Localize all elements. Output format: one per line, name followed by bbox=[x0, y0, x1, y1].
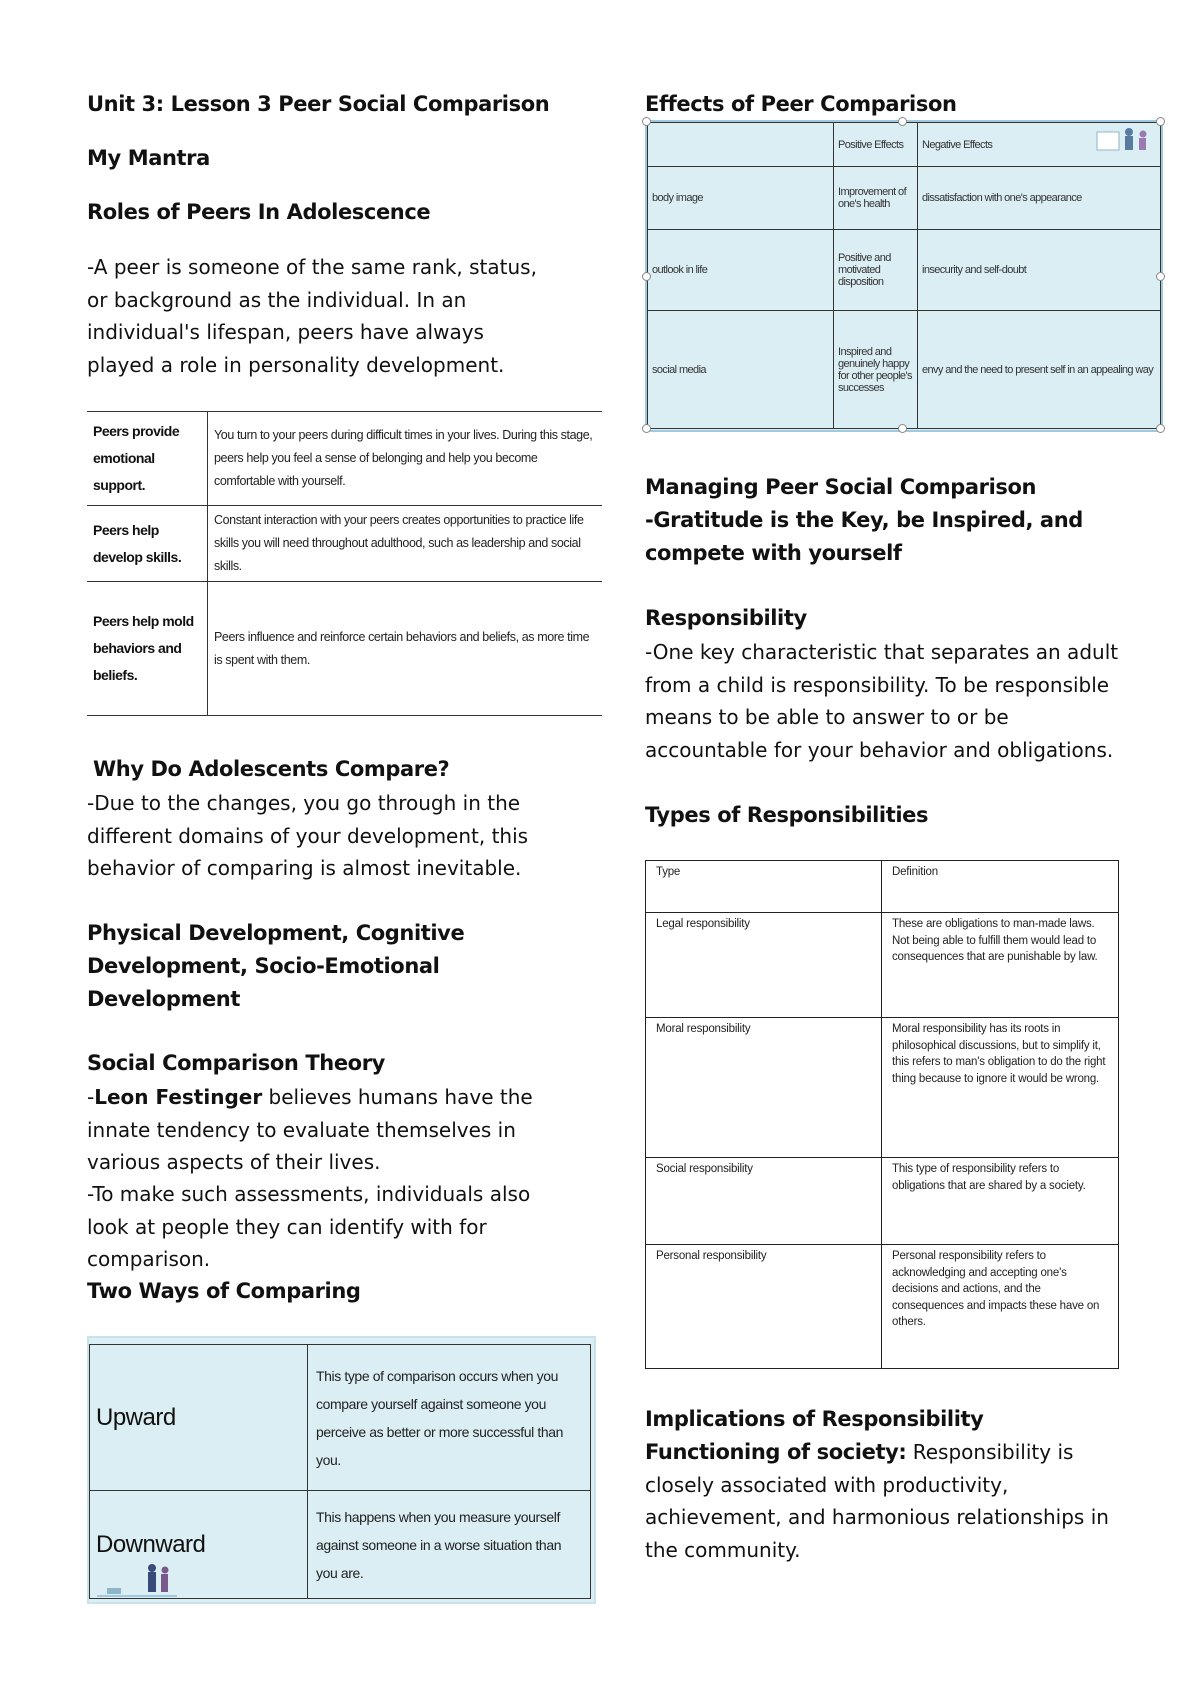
resize-handle[interactable] bbox=[898, 117, 907, 126]
effects-cell: Inspired and genuinely happy for other people's successes bbox=[834, 311, 918, 429]
table-row bbox=[646, 1245, 1119, 1369]
theory-text-1: believes humans have the innate tendency to evaluate themselves in various aspects of their lives. bbox=[87, 1085, 533, 1174]
effects-heading: Effects of Peer Comparison bbox=[645, 92, 957, 116]
two-ways-heading: Two Ways of Comparing bbox=[87, 1279, 361, 1303]
functioning-label: Functioning of society: bbox=[645, 1440, 907, 1464]
roles-label: Peers provide emotional support. bbox=[87, 412, 208, 506]
table-row bbox=[87, 412, 602, 506]
roles-heading: Roles of Peers In Adolescence bbox=[87, 200, 431, 224]
effects-table-image bbox=[645, 120, 1163, 432]
lesson-title: Unit 3: Lesson 3 Peer Social Comparison bbox=[87, 92, 550, 116]
roles-table bbox=[87, 411, 602, 716]
theory-prefix: - bbox=[87, 1085, 95, 1109]
table-row bbox=[646, 861, 1119, 913]
why-heading: Why Do Adolescents Compare? bbox=[93, 757, 450, 781]
why-text: -Due to the changes, you go through in the different domains of your development, this behavior of comparing is almost inevitable. bbox=[87, 791, 529, 880]
roles-text: You turn to your peers during difficult times in your lives. During this stage, peers help you feel a sense of belonging and help you become comfortable with yourself. bbox=[208, 412, 603, 506]
resp-definition-cell: This type of responsibility refers to obligations that are shared by a society. bbox=[882, 1158, 1119, 1245]
effects-header-cell: Positive Effects bbox=[834, 123, 918, 167]
resp-definition-cell: Moral responsibility has its roots in philosophical discussions, but to simplify it, this refers to man's obligation to do the right thing because to ignore it would be wrong. bbox=[882, 1018, 1119, 1158]
resize-handle[interactable] bbox=[642, 117, 651, 126]
effects-header-cell: Negative Effects bbox=[918, 123, 1161, 167]
people-illustration-icon bbox=[97, 1562, 177, 1600]
compare-text: This happens when you measure yourself against someone in a worse situation than you are. bbox=[308, 1491, 591, 1599]
functioning-text bbox=[645, 1436, 1130, 1566]
peer-definition: -A peer is someone of the same rank, status, or background as the individual. In an individual's lifespan, peers have always played a role in personality development. bbox=[87, 255, 537, 377]
resp-type-cell: Social responsibility bbox=[646, 1158, 882, 1245]
comparing-table bbox=[89, 1344, 591, 1599]
implications-heading: Implications of Responsibility bbox=[645, 1407, 984, 1431]
managing-heading: Managing Peer Social Comparison bbox=[645, 475, 1037, 499]
types-heading: Types of Responsibilities bbox=[645, 803, 929, 827]
table-row bbox=[646, 913, 1119, 1018]
effects-header-cell bbox=[648, 123, 834, 167]
effects-cell: social media bbox=[648, 311, 834, 429]
roles-text: Constant interaction with your peers creates opportunities to practice life skills you will need throughout adulthood, such as leadership and social skills. bbox=[208, 506, 603, 582]
table-row bbox=[646, 1018, 1119, 1158]
resp-definition-cell: Personal responsibility refers to acknowledging and accepting one's decisions and actions, and the consequences and impacts these have on others. bbox=[882, 1245, 1119, 1369]
compare-label: Downward bbox=[90, 1491, 308, 1599]
resize-handle[interactable] bbox=[1156, 424, 1165, 433]
resize-handle[interactable] bbox=[642, 272, 651, 281]
table-row bbox=[648, 230, 1161, 311]
table-row bbox=[648, 167, 1161, 230]
resp-header-cell: Type bbox=[646, 861, 882, 913]
theory-heading: Social Comparison Theory bbox=[87, 1051, 385, 1075]
mantra-heading: My Mantra bbox=[87, 146, 210, 170]
resp-header-cell: Definition bbox=[882, 861, 1119, 913]
resize-handle[interactable] bbox=[642, 424, 651, 433]
table-row bbox=[90, 1345, 591, 1491]
table-row bbox=[87, 582, 602, 716]
effects-cell: Positive and motivated disposition bbox=[834, 230, 918, 311]
effects-cell: Improvement of one's health bbox=[834, 167, 918, 230]
effects-cell: body image bbox=[648, 167, 834, 230]
functioning-body: Responsibility is closely associated with productivity, achievement, and harmonious relationships in the community. bbox=[645, 1440, 1109, 1562]
resp-type-cell: Personal responsibility bbox=[646, 1245, 882, 1369]
domains-text: Physical Development, Cognitive Development, Socio-Emotional Development bbox=[87, 921, 465, 1011]
resp-definition-cell: These are obligations to man-made laws. Not being able to fulfill them would lead to consequences that are punishable by law. bbox=[882, 913, 1119, 1018]
theory-text-2: -To make such assessments, individuals also look at people they can identify with for comparison. bbox=[87, 1182, 531, 1271]
resize-handle[interactable] bbox=[1156, 117, 1165, 126]
people-illustration-icon bbox=[1095, 124, 1155, 156]
table-row bbox=[648, 311, 1161, 429]
comparing-table-image bbox=[87, 1336, 596, 1604]
effects-cell: envy and the need to present self in an appealing way bbox=[918, 311, 1161, 429]
effects-cell: dissatisfaction with one's appearance bbox=[918, 167, 1161, 230]
resp-type-cell: Moral responsibility bbox=[646, 1018, 882, 1158]
responsibility-heading: Responsibility bbox=[645, 606, 807, 630]
effects-table bbox=[647, 122, 1161, 429]
theory-text bbox=[87, 1081, 567, 1179]
responsibility-text: -One key characteristic that separates an adult from a child is responsibility. To be responsible means to be able to answer to or be accountable for your behavior and obligations. bbox=[645, 640, 1119, 762]
resp-type-cell: Legal responsibility bbox=[646, 913, 882, 1018]
responsibility-types-table bbox=[645, 860, 1119, 1369]
resize-handle[interactable] bbox=[1156, 272, 1165, 281]
compare-text: This type of comparison occurs when you compare yourself against someone you perceive as better or more successful than you. bbox=[308, 1345, 591, 1491]
roles-label: Peers help develop skills. bbox=[87, 506, 208, 582]
effects-cell: insecurity and self-doubt bbox=[918, 230, 1161, 311]
resize-handle[interactable] bbox=[898, 424, 907, 433]
managing-subheading: -Gratitude is the Key, be Inspired, and compete with yourself bbox=[645, 508, 1083, 565]
roles-label: Peers help mold behaviors and beliefs. bbox=[87, 582, 208, 716]
table-row bbox=[648, 123, 1161, 167]
theorist-name: Leon Festinger bbox=[94, 1085, 263, 1109]
table-row bbox=[87, 506, 602, 582]
roles-text: Peers influence and reinforce certain behaviors and beliefs, as more time is spent with them. bbox=[208, 582, 603, 716]
effects-cell: outlook in life bbox=[648, 230, 834, 311]
table-row bbox=[646, 1158, 1119, 1245]
compare-label: Upward bbox=[90, 1345, 308, 1491]
